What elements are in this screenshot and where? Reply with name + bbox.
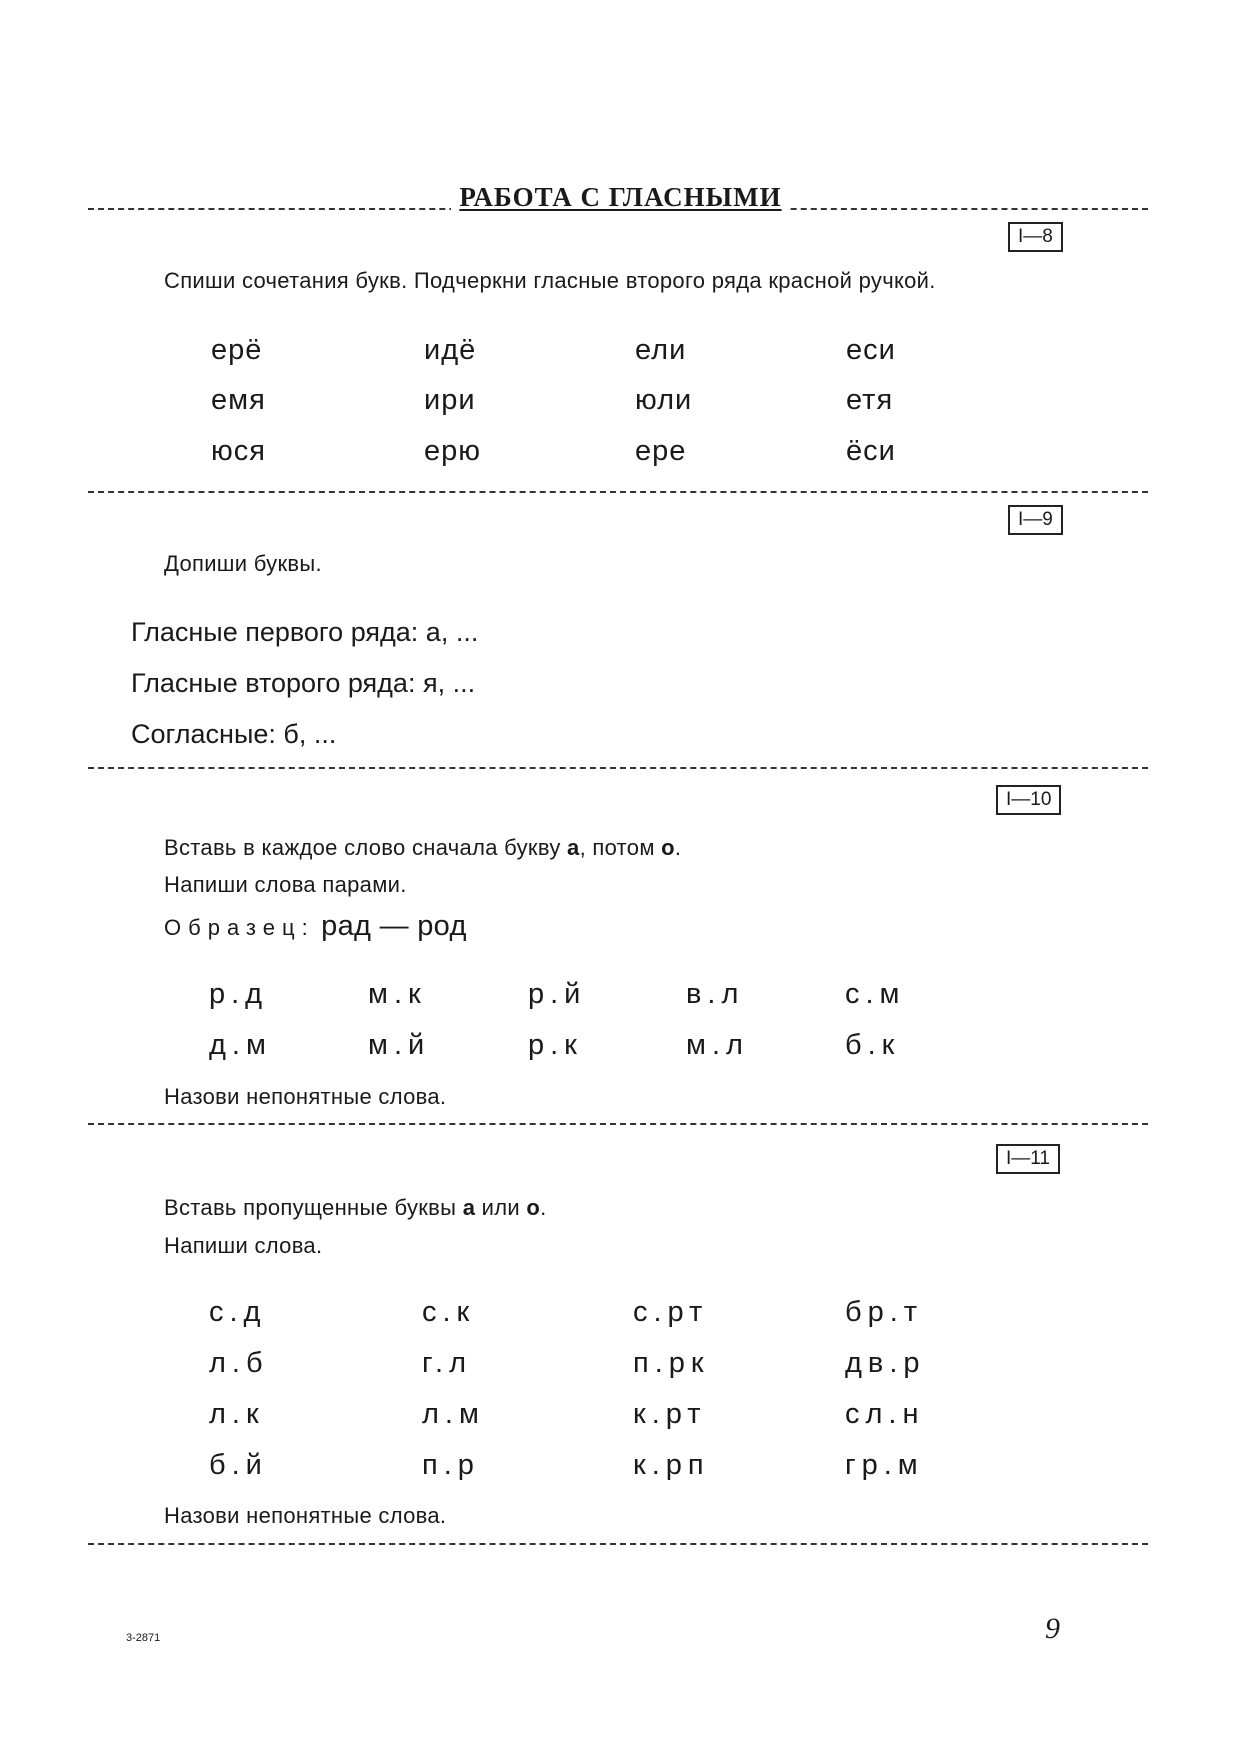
grid-cell: ели bbox=[635, 334, 687, 366]
grid-cell: в.л bbox=[686, 978, 745, 1010]
exercise-note: Назови непонятные слова. bbox=[164, 1503, 447, 1528]
exercise-number-badge: I—8 bbox=[1008, 222, 1063, 252]
grid-cell: ири bbox=[424, 384, 476, 416]
grid-cell: г.л bbox=[422, 1347, 473, 1379]
grid-cell: м.к bbox=[368, 978, 427, 1010]
grid-cell: с.к bbox=[422, 1296, 476, 1328]
section-divider bbox=[88, 491, 1148, 493]
fill-in-line: Согласные: б, ... bbox=[131, 719, 337, 749]
exercise-instruction: Напиши слова парами. bbox=[164, 872, 407, 897]
sample-words: рад — род bbox=[321, 910, 467, 942]
fill-in-line: Гласные второго ряда: я, ... bbox=[131, 668, 476, 698]
grid-cell: сл.н bbox=[845, 1398, 925, 1430]
grid-cell: д.м bbox=[209, 1029, 272, 1061]
grid-cell: б.й bbox=[209, 1449, 268, 1481]
exercise-number-badge: I—10 bbox=[996, 785, 1061, 815]
grid-cell: ёси bbox=[846, 435, 896, 467]
grid-cell: гр.м bbox=[845, 1449, 924, 1481]
exercise-instruction: Вставь пропущенные буквы а или о. bbox=[164, 1195, 547, 1220]
grid-cell: юся bbox=[211, 435, 266, 467]
grid-cell: юли bbox=[635, 384, 693, 416]
exercise-instruction: Напиши слова. bbox=[164, 1233, 323, 1258]
grid-cell: еси bbox=[846, 334, 896, 366]
section-divider bbox=[88, 767, 1148, 769]
grid-cell: м.л bbox=[686, 1029, 749, 1061]
grid-cell: с.д bbox=[209, 1296, 267, 1328]
grid-cell: п.р bbox=[422, 1449, 480, 1481]
grid-cell: идё bbox=[424, 334, 477, 366]
grid-cell: б.к bbox=[845, 1029, 901, 1061]
exercise-instruction: Допиши буквы. bbox=[164, 551, 322, 576]
sample bbox=[164, 910, 467, 943]
grid-cell: дв.р bbox=[845, 1347, 926, 1379]
grid-cell: ерю bbox=[424, 435, 482, 467]
page-title: РАБОТА С ГЛАСНЫМИ bbox=[0, 182, 1241, 213]
grid-cell: с.м bbox=[845, 978, 906, 1010]
exercise-number-badge: I—11 bbox=[996, 1144, 1060, 1174]
section-divider bbox=[88, 1123, 1148, 1125]
page-number: 9 bbox=[1045, 1612, 1060, 1645]
exercise-instruction: Вставь в каждое слово сначала букву а, потом о. bbox=[164, 835, 682, 860]
grid-cell: бр.т bbox=[845, 1296, 924, 1328]
grid-cell: емя bbox=[211, 384, 266, 416]
sample-label: Образец: bbox=[164, 915, 315, 940]
exercise-number-badge: I—9 bbox=[1008, 505, 1063, 535]
grid-cell: р.д bbox=[209, 978, 269, 1010]
grid-cell: ерё bbox=[211, 334, 263, 366]
print-code: 3-2871 bbox=[126, 1632, 161, 1644]
grid-cell: етя bbox=[846, 384, 894, 416]
grid-cell: м.й bbox=[368, 1029, 431, 1061]
exercise-instruction: Спиши сочетания букв. Подчеркни гласные второго ряда красной ручкой. bbox=[164, 268, 936, 293]
exercise-note: Назови непонятные слова. bbox=[164, 1084, 447, 1109]
grid-cell: р.й bbox=[528, 978, 587, 1010]
fill-in-line: Гласные первого ряда: а, ... bbox=[131, 617, 479, 647]
grid-cell: л.м bbox=[422, 1398, 485, 1430]
grid-cell: к.рт bbox=[633, 1398, 707, 1430]
grid-cell: ере bbox=[635, 435, 687, 467]
grid-cell: с.рт bbox=[633, 1296, 709, 1328]
grid-cell: л.к bbox=[209, 1398, 265, 1430]
grid-cell: р.к bbox=[528, 1029, 583, 1061]
grid-cell: п.рк bbox=[633, 1347, 710, 1379]
section-divider bbox=[88, 1543, 1148, 1545]
grid-cell: л.б bbox=[209, 1347, 269, 1379]
grid-cell: к.рп bbox=[633, 1449, 710, 1481]
